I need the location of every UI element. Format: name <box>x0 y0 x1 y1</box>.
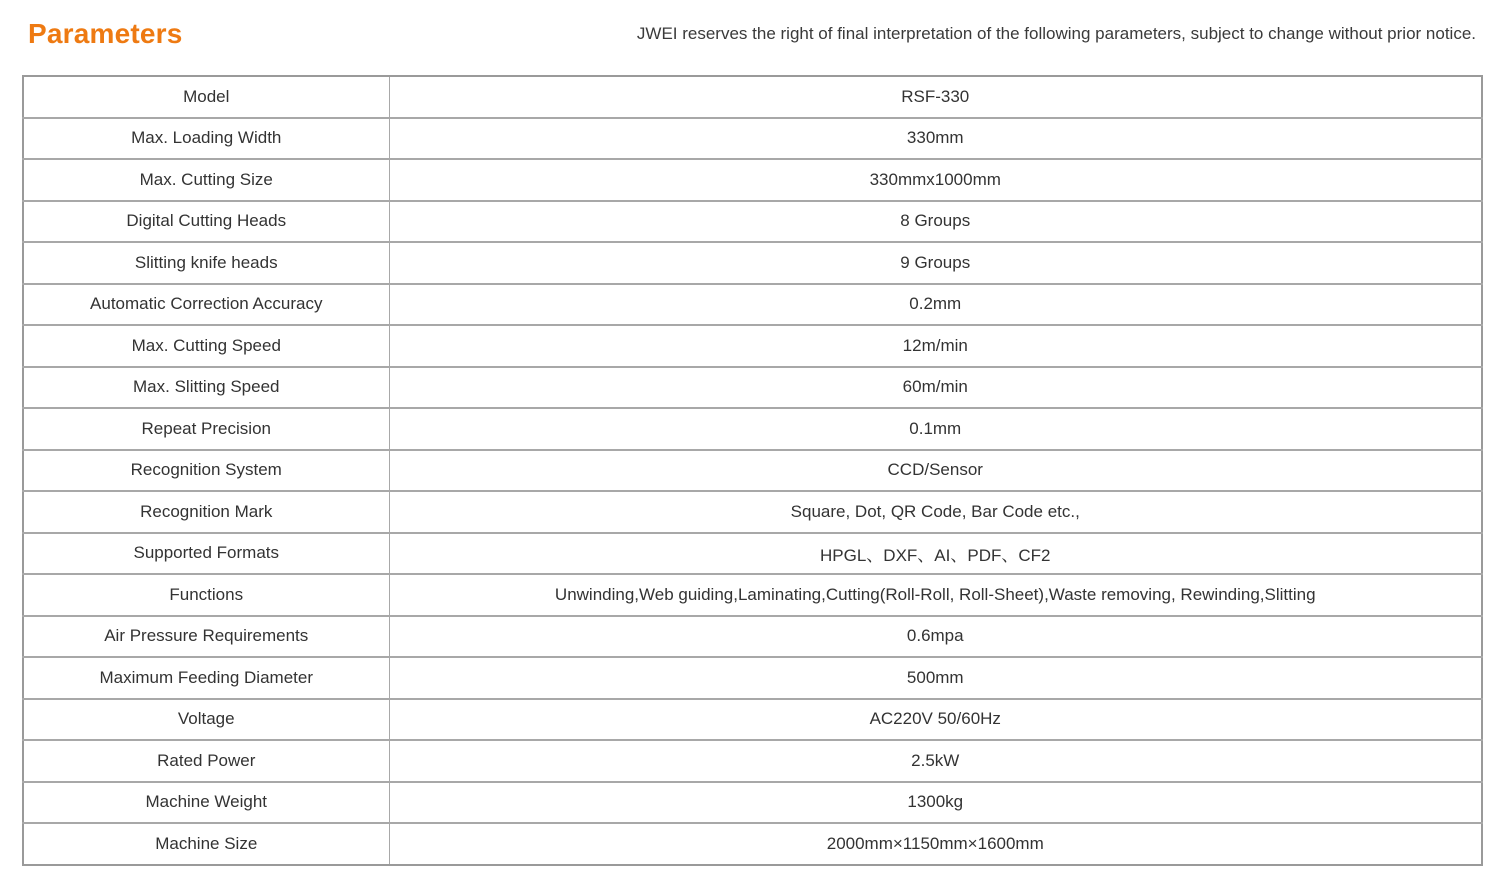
param-label: Model <box>23 76 389 118</box>
table-row <box>23 242 1482 284</box>
param-value: 500mm <box>389 657 1482 699</box>
param-label: Maximum Feeding Diameter <box>23 657 389 699</box>
param-value: HPGL、DXF、AI、PDF、CF2 <box>389 533 1482 575</box>
table-row <box>23 284 1482 326</box>
table-row <box>23 533 1482 575</box>
page-header <box>0 0 1500 70</box>
param-value: Square, Dot, QR Code, Bar Code etc., <box>389 491 1482 533</box>
param-value: 60m/min <box>389 367 1482 409</box>
param-label: Max. Loading Width <box>23 118 389 160</box>
param-value: 330mm <box>389 118 1482 160</box>
table-row <box>23 491 1482 533</box>
param-label: Machine Size <box>23 823 389 865</box>
param-label: Slitting knife heads <box>23 242 389 284</box>
table-row <box>23 574 1482 616</box>
param-value: 12m/min <box>389 325 1482 367</box>
parameters-table <box>22 75 1483 866</box>
table-row <box>23 367 1482 409</box>
param-value: 0.2mm <box>389 284 1482 326</box>
param-value: 2.5kW <box>389 740 1482 782</box>
table-row <box>23 76 1482 118</box>
param-label: Recognition Mark <box>23 491 389 533</box>
page-title: Parameters <box>28 18 183 49</box>
table-row <box>23 740 1482 782</box>
param-value: RSF-330 <box>389 76 1482 118</box>
param-value: 0.1mm <box>389 408 1482 450</box>
param-value: 9 Groups <box>389 242 1482 284</box>
table-row <box>23 325 1482 367</box>
table-row <box>23 408 1482 450</box>
param-label: Functions <box>23 574 389 616</box>
param-label: Max. Slitting Speed <box>23 367 389 409</box>
param-value: AC220V 50/60Hz <box>389 699 1482 741</box>
table-row <box>23 823 1482 865</box>
param-label: Automatic Correction Accuracy <box>23 284 389 326</box>
param-value: 0.6mpa <box>389 616 1482 658</box>
param-value: Unwinding,Web guiding,Laminating,Cutting(Roll-Roll, Roll-Sheet),Waste removing, Rewinding,Slitting <box>389 574 1482 616</box>
param-label: Machine Weight <box>23 782 389 824</box>
param-label: Recognition System <box>23 450 389 492</box>
param-label: Rated Power <box>23 740 389 782</box>
table-row <box>23 159 1482 201</box>
table-row <box>23 118 1482 160</box>
table-row <box>23 616 1482 658</box>
param-value: CCD/Sensor <box>389 450 1482 492</box>
table-row <box>23 201 1482 243</box>
param-label: Max. Cutting Size <box>23 159 389 201</box>
param-label: Max. Cutting Speed <box>23 325 389 367</box>
disclaimer-notice: JWEI reserves the right of final interpretation of the following parameters, subject to change without prior notice. <box>636 24 1476 43</box>
table-row <box>23 699 1482 741</box>
param-value: 2000mm×1150mm×1600mm <box>389 823 1482 865</box>
table-row <box>23 782 1482 824</box>
param-label: Supported Formats <box>23 533 389 575</box>
param-value: 8 Groups <box>389 201 1482 243</box>
param-label: Air Pressure Requirements <box>23 616 389 658</box>
param-value: 1300kg <box>389 782 1482 824</box>
parameters-table-container <box>22 75 1481 866</box>
param-value: 330mmx1000mm <box>389 159 1482 201</box>
param-label: Digital Cutting Heads <box>23 201 389 243</box>
param-label: Voltage <box>23 699 389 741</box>
table-row <box>23 450 1482 492</box>
parameters-table-body <box>23 76 1482 865</box>
table-row <box>23 657 1482 699</box>
param-label: Repeat Precision <box>23 408 389 450</box>
